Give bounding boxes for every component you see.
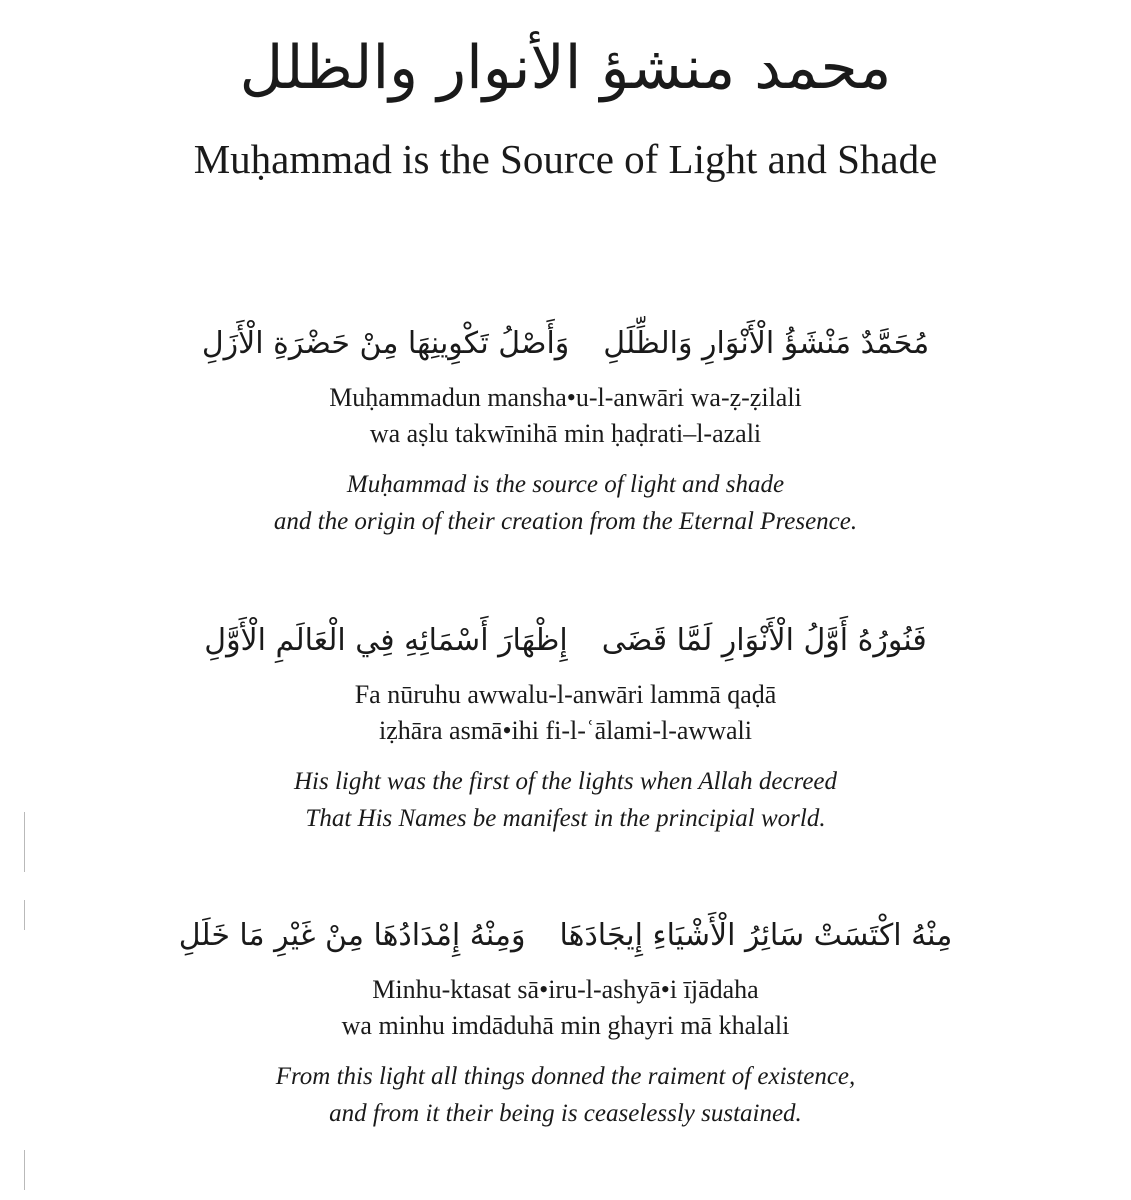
verse-3	[0, 910, 1131, 1132]
scan-margin-mark	[24, 1150, 25, 1190]
verse-1-arabic	[0, 318, 1131, 370]
verse-3-arabic-second-hemistich: وَمِنْهُ إِمْدَادُهَا مِنْ غَيْرِ مَا خَلَلِ	[178, 918, 526, 953]
verse-1-translation-line-2: and the origin of their creation from the Eternal Presence.	[273, 508, 858, 535]
scan-margin-mark	[24, 812, 25, 872]
scan-margin-mark	[24, 900, 25, 930]
verse-1-transliteration	[0, 380, 1131, 452]
verse-2-arabic	[0, 615, 1131, 667]
verse-2-translation	[0, 763, 1131, 837]
verse-2-translation-line-2: That His Names be manifest in the principial world.	[305, 805, 826, 832]
arabic-title: محمد منشؤ الأنوار والظلل	[239, 33, 892, 103]
verse-3-transliteration-line-2: wa minhu imdāduhā min ghayri mā khalali	[341, 1011, 790, 1040]
verse-3-translation-line-2: and from it their being is ceaselessly sustained.	[329, 1100, 802, 1127]
verse-1-translation	[0, 466, 1131, 540]
verse-2-transliteration	[0, 677, 1131, 749]
verse-3-translation	[0, 1058, 1131, 1132]
verse-2	[0, 615, 1131, 837]
verse-1-transliteration-line-1: Muḥammadun mansha•u-l-anwāri wa-ẓ-ẓilali	[329, 383, 802, 412]
verse-2-arabic-second-hemistich: إِظْهَارَ أَسْمَائِهِ فِي الْعَالَمِ الْأَوَّلِ	[204, 623, 568, 658]
verse-3-arabic	[0, 910, 1131, 962]
verse-1-transliteration-line-2: wa aṣlu takwīnihā min ḥaḍrati–l-azali	[369, 419, 762, 448]
verse-2-transliteration-line-1: Fa nūruhu awwalu-l-anwāri lammā qaḍā	[354, 680, 777, 709]
verse-1-translation-line-1: Muḥammad is the source of light and shade	[346, 471, 785, 498]
verse-1	[0, 318, 1131, 540]
verse-2-transliteration-line-2: iẓhāra asmā•ihi fi-l-ʿālami-l-awwali	[379, 716, 752, 745]
verse-3-arabic-first-hemistich: مِنْهُ اكْتَسَتْ سَائِرُ الْأَشْيَاءِ إِيجَادَهَا	[559, 918, 953, 953]
english-title: Muḥammad is the Source of Light and Shade	[193, 136, 938, 182]
verse-2-translation-line-1: His light was the first of the lights when Allah decreed	[293, 768, 838, 795]
verse-3-translation-line-1: From this light all things donned the raiment of existence,	[275, 1063, 856, 1090]
verse-3-transliteration-line-1: Minhu-ktasat sā•iru-l-ashyā•i ījādaha	[372, 975, 759, 1004]
verse-2-arabic-first-hemistich: فَنُورُهُ أَوَّلُ الْأَنْوَارِ لَمَّا قَضَى	[601, 623, 927, 658]
verse-3-transliteration	[0, 972, 1131, 1044]
verse-1-arabic-first-hemistich: مُحَمَّدٌ مَنْشَؤُ الْأَنْوَارِ وَالظِّلَلِ	[603, 326, 930, 361]
verse-1-arabic-second-hemistich: وَأَصْلُ تَكْوِينِهَا مِنْ حَضْرَةِ الْأَزَلِ	[201, 326, 570, 361]
